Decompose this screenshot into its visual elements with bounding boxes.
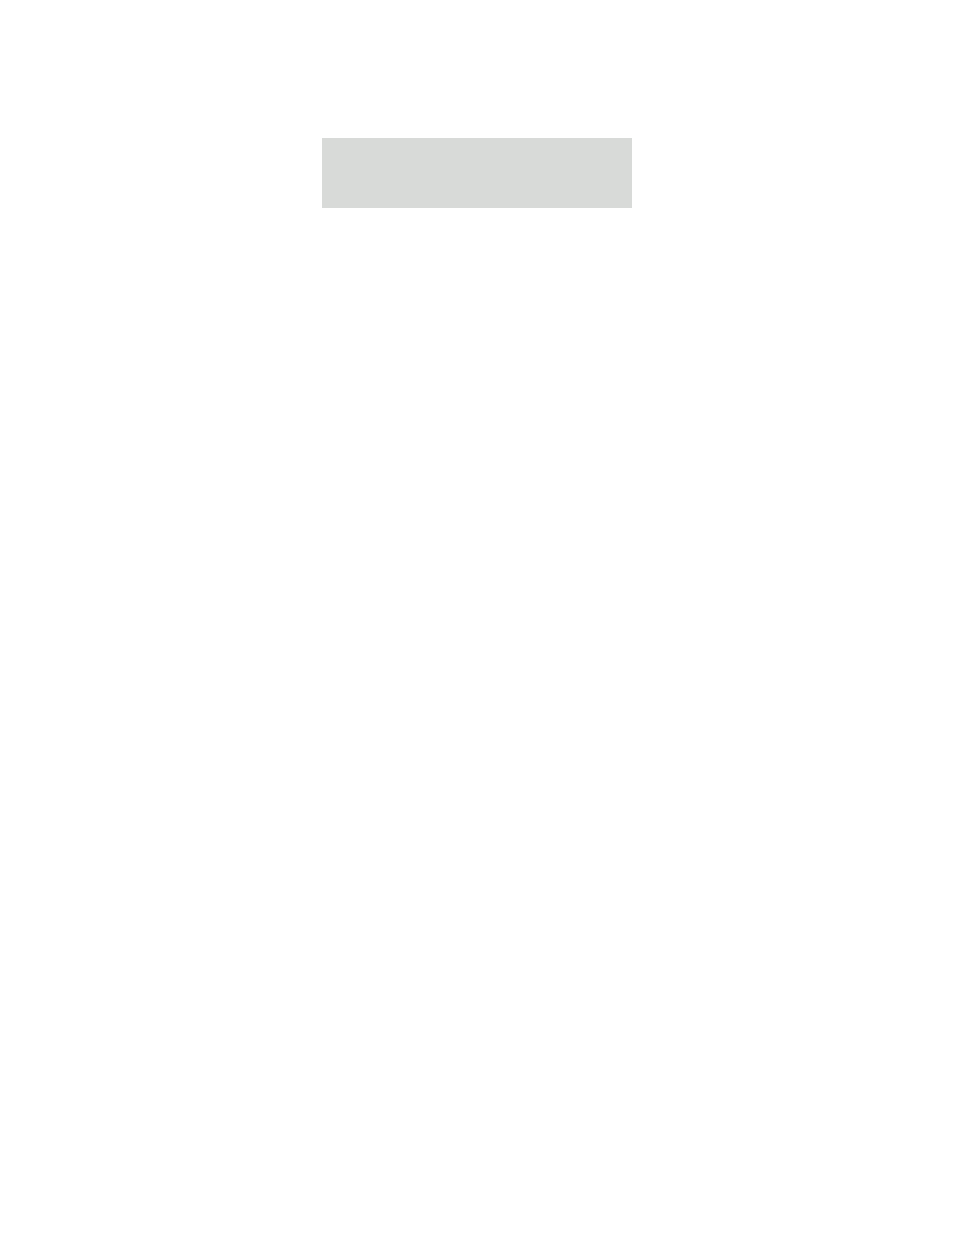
section-title	[322, 222, 634, 239]
header-band	[322, 138, 632, 208]
intro-column	[322, 222, 634, 247]
